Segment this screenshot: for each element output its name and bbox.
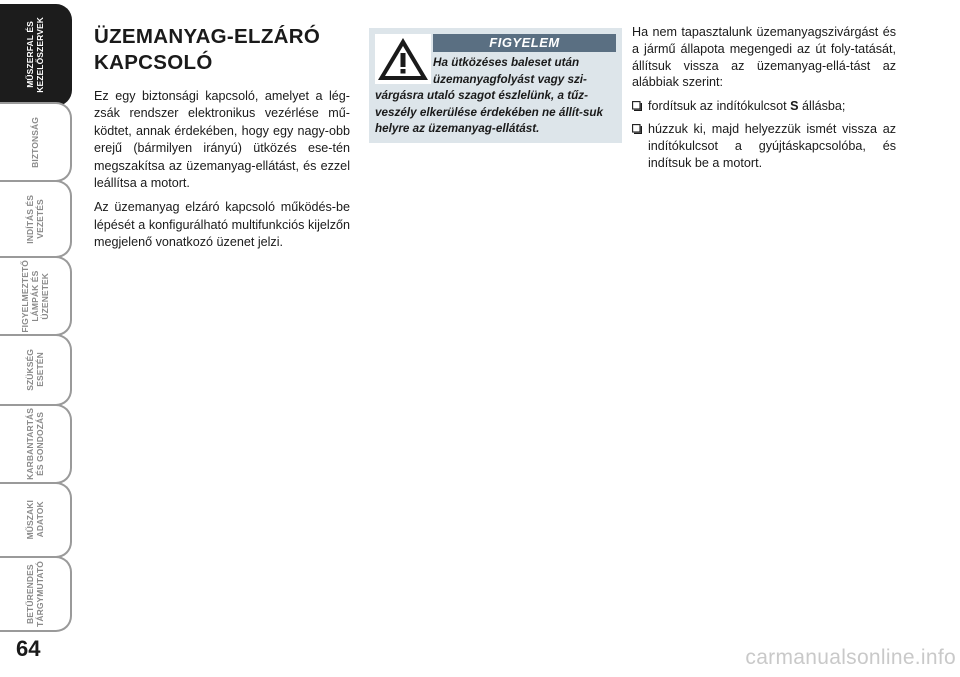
- warning-line-rest: várgásra utaló szagot észlelünk, a tűz-veszély elkerülése érdekében ne állít-suk helyre az üzemanyag-ellátást.: [375, 89, 604, 136]
- tab-muszerfal[interactable]: [0, 4, 72, 106]
- tab-szukseg[interactable]: [0, 334, 72, 406]
- tab-inditas[interactable]: [0, 180, 72, 258]
- tab-biztonsag[interactable]: [0, 102, 72, 182]
- bullet-item: [632, 98, 896, 115]
- warning-line-1: Ha ütközéses baleset után: [433, 56, 580, 69]
- tab-muszaki[interactable]: [0, 482, 72, 558]
- warning-header: FIGYELEM: [433, 34, 616, 52]
- tab-figyelmezteto[interactable]: [0, 256, 72, 336]
- tab-label: SZÜKSÉG ESETÉN: [25, 349, 45, 391]
- tab-label: KARBANTARTÁS ÉS GONDOZÁS: [25, 408, 45, 480]
- section-right-column: [632, 24, 896, 177]
- warning-text: [375, 55, 616, 138]
- bullet-text-pre: fordítsuk az indítókulcsot: [648, 99, 791, 114]
- bullet-text: húzzuk ki, majd helyezzük ismét vissza az indítókulcsot a gyújtáskapcsolóba, és indítsuk be a motort.: [648, 121, 896, 170]
- tab-label: INDÍTÁS ÉS VEZETÉS: [25, 194, 45, 244]
- checkbox-bullet-icon: [632, 101, 642, 111]
- tab-betrendes[interactable]: [0, 556, 72, 632]
- watermark: carmanualsonline.info: [745, 646, 956, 669]
- warning-box: [369, 28, 622, 143]
- chapter-tabs: [0, 0, 76, 640]
- tab-label: MŰSZERFAL ÉS KEZELŐSZERVEK: [25, 17, 45, 93]
- bullet-key-position: S: [790, 99, 799, 114]
- tab-label: MŰSZAKI ADATOK: [25, 500, 45, 540]
- tab-label: BETŰRENDES TÁRGYMUTATÓ: [25, 561, 45, 627]
- tab-karbantartas[interactable]: [0, 404, 72, 484]
- paragraph-intro: Ez egy biztonsági kapcsoló, amelyet a lég-zsák rendszer elektronikus vezérlése mű-ködtet, annak érdekében, hogy egy nagy-obb erejű (bármilyen irányú) ütközés ese-tén megszakítsa az üzemanyag-ellátást, és ezzel leállítsa a motort.: [94, 89, 350, 191]
- paragraph-restore: Ha nem tapasztalunk üzemanyagszivárgást és a jármű állapota megengedi az út foly-tatását, állítsuk vissza az üzemanyag-ellá-tást az alábbiak szerint:: [632, 25, 896, 90]
- paragraph-indicator: Az üzemanyag elzáró kapcsoló működés-be lépését a konfigurálható multifunkciós kijelzőn megjelenő vonatkozó üzenet jelzi.: [94, 200, 350, 250]
- section-left-column: [94, 24, 350, 259]
- tab-label: FIGYELMEZTETŐ LÁMPÁK ÉS ÜZENETEK: [20, 259, 50, 333]
- checkbox-bullet-icon: [632, 124, 642, 134]
- page-number: 64: [16, 636, 41, 661]
- tab-label: BIZTONSÁG: [30, 116, 40, 168]
- warning-line-2: üzemanyagfolyást vagy szi-: [433, 72, 587, 86]
- bullet-text-post: állásba;: [798, 99, 846, 114]
- bullet-item: [632, 121, 896, 171]
- section-title: ÜZEMANYAG-ELZÁRÓ KAPCSOLÓ: [94, 25, 321, 74]
